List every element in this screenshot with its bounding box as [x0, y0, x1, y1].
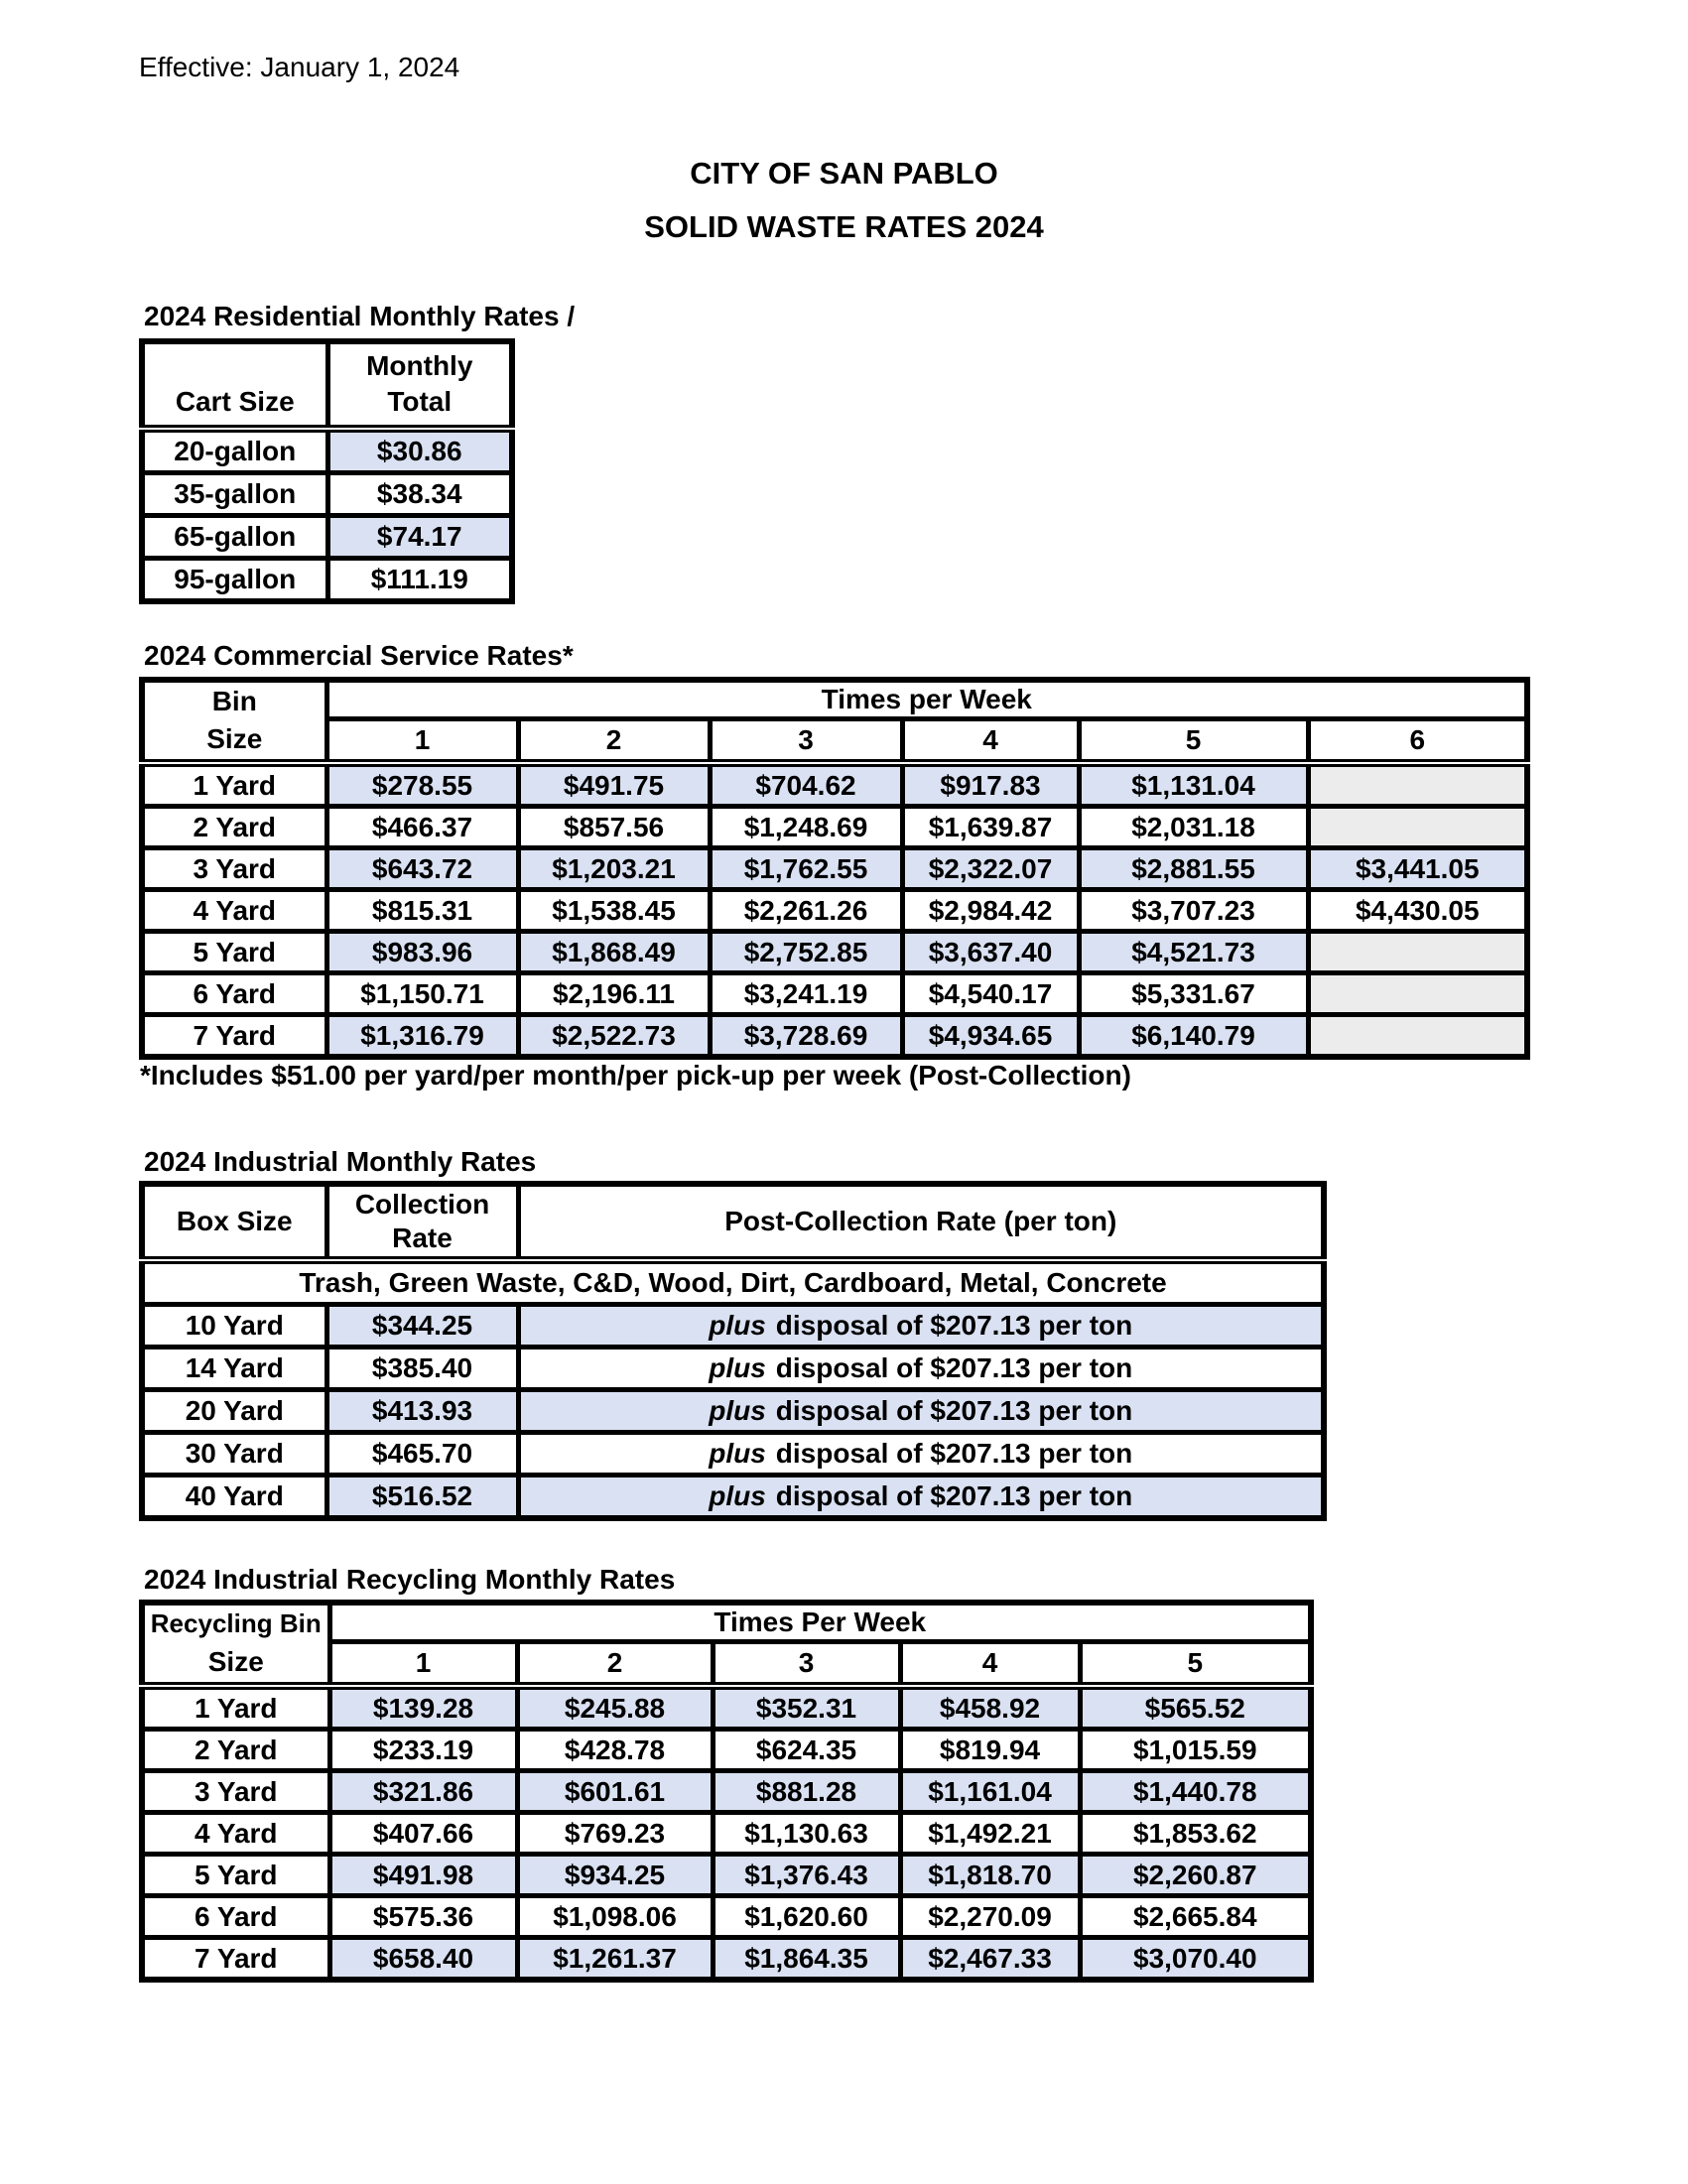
rate-cell: $1,853.62 [1080, 1813, 1311, 1855]
table-row [142, 1390, 1324, 1433]
industrial-rates-table [139, 1181, 1327, 1521]
category-header-row [142, 1260, 1324, 1305]
rate-cell: $1,440.78 [1080, 1771, 1311, 1813]
monthly-total-cell: $38.34 [327, 473, 512, 516]
rate-cell: $1,620.60 [713, 1896, 900, 1938]
frequency-4-header: 4 [902, 719, 1079, 763]
rate-cell: $3,241.19 [710, 973, 902, 1015]
bin-size-cell: 7 Yard [142, 1015, 326, 1058]
collection-rate-cell: $385.40 [326, 1348, 518, 1390]
post-collection-cell: plus disposal of $207.13 per ton [518, 1390, 1324, 1433]
post-collection-cell: plus disposal of $207.13 per ton [518, 1348, 1324, 1390]
frequency-2-header: 2 [518, 719, 710, 763]
bin-size-cell: 6 Yard [142, 973, 326, 1015]
table-row [142, 1771, 1311, 1813]
rate-cell: $1,015.59 [1080, 1730, 1311, 1771]
box-size-cell: 40 Yard [142, 1476, 326, 1519]
rate-cell: $233.19 [329, 1730, 517, 1771]
rate-cell: $1,538.45 [518, 890, 710, 932]
table-header-row [142, 341, 512, 429]
rate-cell: $2,881.55 [1079, 848, 1308, 890]
residential-section-title: 2024 Residential Monthly Rates / [144, 301, 576, 331]
rate-cell: $1,864.35 [713, 1938, 900, 1981]
bin-size-cell: 6 Yard [142, 1896, 329, 1938]
bin-size-cell: 1 Yard [142, 763, 326, 807]
rate-cell: $2,984.42 [902, 890, 1079, 932]
box-size-cell: 14 Yard [142, 1348, 326, 1390]
bin-size-cell: 4 Yard [142, 890, 326, 932]
plus-label: plus [709, 1438, 766, 1469]
rate-cell: $1,316.79 [326, 1015, 518, 1058]
rate-cell: $491.98 [329, 1855, 517, 1896]
rate-cell: $643.72 [326, 848, 518, 890]
collection-rate-header-line2: Rate [392, 1222, 453, 1253]
document-title-line1: CITY OF SAN PABLO [690, 156, 998, 191]
table-header-row [142, 719, 1527, 763]
rate-cell: $1,098.06 [517, 1896, 713, 1938]
rate-cell: $917.83 [902, 763, 1079, 807]
cart-size-cell: 95-gallon [142, 559, 327, 602]
cart-size-cell: 20-gallon [142, 429, 327, 473]
table-row [142, 1015, 1527, 1058]
recycling-bin-size-header [142, 1603, 329, 1686]
bin-size-cell: 1 Yard [142, 1686, 329, 1730]
bin-size-header [142, 680, 326, 763]
table-row [142, 1348, 1324, 1390]
rate-cell: $934.25 [517, 1855, 713, 1896]
collection-rate-header [326, 1184, 518, 1260]
box-size-cell: 20 Yard [142, 1390, 326, 1433]
rate-cell: $2,522.73 [518, 1015, 710, 1058]
rate-cell: $1,150.71 [326, 973, 518, 1015]
recycling-section-title: 2024 Industrial Recycling Monthly Rates [144, 1564, 676, 1595]
bin-size-cell: 3 Yard [142, 1771, 329, 1813]
collection-rate-cell: $344.25 [326, 1305, 518, 1348]
empty-cell [1308, 973, 1527, 1015]
box-size-cell: 10 Yard [142, 1305, 326, 1348]
rate-cell: $575.36 [329, 1896, 517, 1938]
table-row [142, 763, 1527, 807]
bin-size-cell: 4 Yard [142, 1813, 329, 1855]
rate-cell: $4,934.65 [902, 1015, 1079, 1058]
rate-cell: $1,868.49 [518, 932, 710, 973]
box-size-cell: 30 Yard [142, 1433, 326, 1476]
frequency-5-header: 5 [1080, 1642, 1311, 1686]
industrial-section-title: 2024 Industrial Monthly Rates [144, 1146, 537, 1177]
document-title-line2: SOLID WASTE RATES 2024 [644, 209, 1044, 244]
rate-cell: $2,261.26 [710, 890, 902, 932]
rate-cell: $3,707.23 [1079, 890, 1308, 932]
table-row [142, 848, 1527, 890]
commercial-footnote: *Includes $51.00 per yard/per month/per pick-up per week (Post-Collection) [140, 1060, 1131, 1091]
rate-cell: $6,140.79 [1079, 1015, 1308, 1058]
frequency-3-header: 3 [713, 1642, 900, 1686]
recycling-bin-size-header-line2: Size [207, 1646, 264, 1677]
rate-cell: $3,441.05 [1308, 848, 1527, 890]
rate-cell: $1,130.63 [713, 1813, 900, 1855]
rate-cell: $491.75 [518, 763, 710, 807]
rate-cell: $2,665.84 [1080, 1896, 1311, 1938]
rate-cell: $1,762.55 [710, 848, 902, 890]
cart-size-cell: 65-gallon [142, 516, 327, 559]
empty-cell [1308, 1015, 1527, 1058]
table-row [142, 516, 512, 559]
collection-rate-cell: $516.52 [326, 1476, 518, 1519]
commercial-section-title: 2024 Commercial Service Rates* [144, 640, 574, 671]
table-row [142, 1305, 1324, 1348]
bin-size-header-line1: Bin [211, 685, 257, 716]
bin-size-cell: 7 Yard [142, 1938, 329, 1981]
table-row [142, 932, 1527, 973]
plus-label: plus [709, 1352, 766, 1383]
rate-cell: $2,752.85 [710, 932, 902, 973]
post-collection-rate-header: Post-Collection Rate (per ton) [518, 1184, 1324, 1260]
table-row [142, 1476, 1324, 1519]
frequency-1-header: 1 [329, 1642, 517, 1686]
monthly-total-cell: $30.86 [327, 429, 512, 473]
plus-label: plus [709, 1310, 766, 1341]
table-row [142, 1433, 1324, 1476]
recycling-bin-size-header-line1: Recycling Bin [150, 1608, 322, 1638]
rate-cell: $352.31 [713, 1686, 900, 1730]
bin-size-cell: 5 Yard [142, 1855, 329, 1896]
box-size-header: Box Size [142, 1184, 326, 1260]
rate-cell: $3,637.40 [902, 932, 1079, 973]
rate-cell: $245.88 [517, 1686, 713, 1730]
rate-cell: $407.66 [329, 1813, 517, 1855]
bin-size-cell: 2 Yard [142, 1730, 329, 1771]
rate-cell: $1,639.87 [902, 807, 1079, 848]
document-title [0, 147, 1688, 254]
rate-cell: $2,031.18 [1079, 807, 1308, 848]
times-per-week-header: Times per Week [326, 680, 1527, 719]
table-header-row [142, 680, 1527, 719]
rate-cell: $5,331.67 [1079, 973, 1308, 1015]
rate-cell: $2,270.09 [900, 1896, 1080, 1938]
table-row [142, 559, 512, 602]
table-row [142, 1686, 1311, 1730]
rate-cell: $1,492.21 [900, 1813, 1080, 1855]
rate-cell: $3,728.69 [710, 1015, 902, 1058]
monthly-total-header-line2: Total [387, 386, 453, 417]
post-collection-cell: plus disposal of $207.13 per ton [518, 1476, 1324, 1519]
rate-cell: $1,248.69 [710, 807, 902, 848]
rate-cell: $1,376.43 [713, 1855, 900, 1896]
table-row [142, 1855, 1311, 1896]
rate-cell: $2,260.87 [1080, 1855, 1311, 1896]
bin-size-cell: 3 Yard [142, 848, 326, 890]
collection-rate-header-line1: Collection [354, 1189, 490, 1220]
collection-rate-cell: $465.70 [326, 1433, 518, 1476]
material-category-header: Trash, Green Waste, C&D, Wood, Dirt, Cardboard, Metal, Concrete [142, 1260, 1324, 1305]
table-row [142, 473, 512, 516]
table-row [142, 807, 1527, 848]
empty-cell [1308, 807, 1527, 848]
rate-cell: $1,203.21 [518, 848, 710, 890]
cart-size-header: Cart Size [142, 341, 327, 429]
times-per-week-header: Times Per Week [329, 1603, 1311, 1642]
rate-cell: $857.56 [518, 807, 710, 848]
rate-cell: $4,540.17 [902, 973, 1079, 1015]
rate-cell: $2,196.11 [518, 973, 710, 1015]
post-collection-cell: plus disposal of $207.13 per ton [518, 1305, 1324, 1348]
table-row [142, 1813, 1311, 1855]
bin-size-cell: 2 Yard [142, 807, 326, 848]
table-row [142, 1730, 1311, 1771]
recycling-rates-table [139, 1600, 1314, 1983]
frequency-2-header: 2 [517, 1642, 713, 1686]
rate-cell: $278.55 [326, 763, 518, 807]
post-collection-cell: plus disposal of $207.13 per ton [518, 1433, 1324, 1476]
rate-cell: $1,261.37 [517, 1938, 713, 1981]
rate-cell: $4,521.73 [1079, 932, 1308, 973]
empty-cell [1308, 932, 1527, 973]
rate-cell: $139.28 [329, 1686, 517, 1730]
rate-cell: $624.35 [713, 1730, 900, 1771]
bin-size-cell: 5 Yard [142, 932, 326, 973]
table-row [142, 1938, 1311, 1981]
rate-cell: $983.96 [326, 932, 518, 973]
rate-cell: $2,467.33 [900, 1938, 1080, 1981]
frequency-3-header: 3 [710, 719, 902, 763]
monthly-total-header [327, 341, 512, 429]
residential-rates-table [139, 338, 515, 604]
frequency-1-header: 1 [326, 719, 518, 763]
plus-label: plus [709, 1480, 766, 1511]
rate-cell: $1,161.04 [900, 1771, 1080, 1813]
table-row [142, 890, 1527, 932]
table-row [142, 429, 512, 473]
rate-cell: $1,818.70 [900, 1855, 1080, 1896]
effective-date: Effective: January 1, 2024 [139, 52, 460, 82]
rate-cell: $769.23 [517, 1813, 713, 1855]
rate-cell: $601.61 [517, 1771, 713, 1813]
rate-cell: $2,322.07 [902, 848, 1079, 890]
rate-cell: $466.37 [326, 807, 518, 848]
rate-cell: $819.94 [900, 1730, 1080, 1771]
table-row [142, 1896, 1311, 1938]
rate-cell: $815.31 [326, 890, 518, 932]
rate-cell: $565.52 [1080, 1686, 1311, 1730]
rate-cell: $321.86 [329, 1771, 517, 1813]
rate-cell: $4,430.05 [1308, 890, 1527, 932]
commercial-rates-table [139, 677, 1530, 1060]
cart-size-cell: 35-gallon [142, 473, 327, 516]
table-row [142, 973, 1527, 1015]
rate-cell: $704.62 [710, 763, 902, 807]
rate-cell: $428.78 [517, 1730, 713, 1771]
collection-rate-cell: $413.93 [326, 1390, 518, 1433]
empty-cell [1308, 763, 1527, 807]
rate-cell: $3,070.40 [1080, 1938, 1311, 1981]
table-header-row [142, 1184, 1324, 1260]
monthly-total-header-line1: Monthly [366, 350, 473, 381]
frequency-4-header: 4 [900, 1642, 1080, 1686]
rate-cell: $881.28 [713, 1771, 900, 1813]
rate-cell: $1,131.04 [1079, 763, 1308, 807]
rate-cell: $658.40 [329, 1938, 517, 1981]
plus-label: plus [709, 1395, 766, 1426]
frequency-6-header: 6 [1308, 719, 1527, 763]
rate-cell: $458.92 [900, 1686, 1080, 1730]
frequency-5-header: 5 [1079, 719, 1308, 763]
monthly-total-cell: $74.17 [327, 516, 512, 559]
monthly-total-cell: $111.19 [327, 559, 512, 602]
bin-size-header-line2: Size [206, 723, 263, 754]
table-header-row [142, 1603, 1311, 1642]
